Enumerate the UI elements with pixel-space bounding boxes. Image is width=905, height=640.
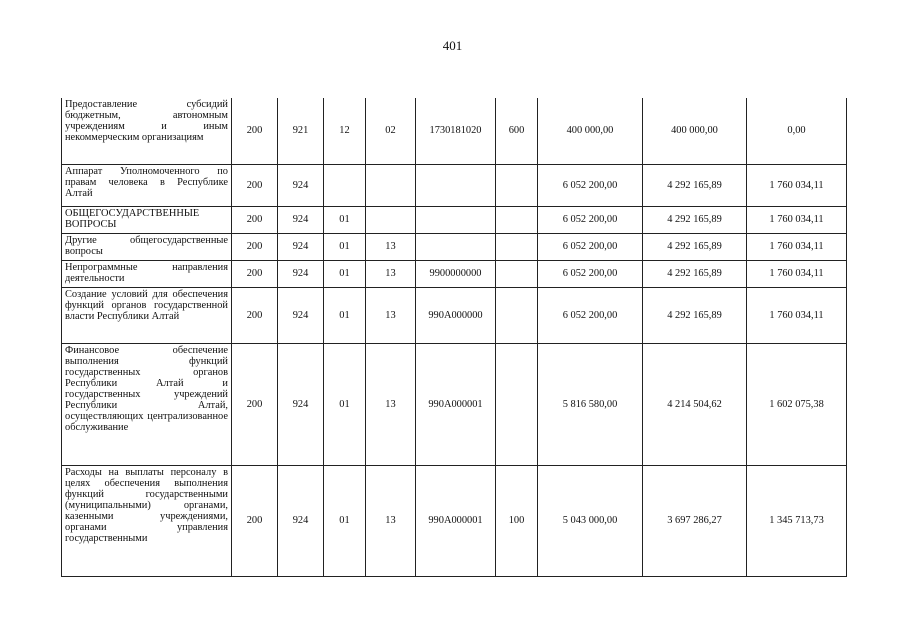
row-subsection-code: 02	[366, 98, 416, 164]
table-row	[62, 98, 847, 164]
row-admin-code: 200	[232, 98, 278, 164]
row-target-article: 990А000001	[416, 465, 496, 576]
row-sum-executed: 4 292 165,89	[643, 233, 747, 260]
row-admin-code: 200	[232, 164, 278, 206]
row-section-code: 01	[324, 343, 366, 465]
row-sum-remaining: 1 760 034,11	[747, 287, 847, 343]
row-subsection-code: 13	[366, 260, 416, 287]
row-section-code: 12	[324, 98, 366, 164]
row-sum-planned: 6 052 200,00	[538, 233, 643, 260]
row-admin-code: 200	[232, 287, 278, 343]
row-subsection-code: 13	[366, 287, 416, 343]
row-sum-remaining: 1 345 713,73	[747, 465, 847, 576]
row-name: Создание условий для обеспечения функций органов государственной власти Республики Алтай	[62, 287, 232, 343]
row-target-article	[416, 206, 496, 233]
row-grbs-code: 924	[278, 260, 324, 287]
row-admin-code: 200	[232, 206, 278, 233]
row-sum-planned: 6 052 200,00	[538, 164, 643, 206]
row-section-code	[324, 164, 366, 206]
row-expense-type	[496, 233, 538, 260]
row-grbs-code: 924	[278, 206, 324, 233]
row-target-article: 990А000001	[416, 343, 496, 465]
row-sum-planned: 6 052 200,00	[538, 287, 643, 343]
table-row	[62, 287, 847, 343]
row-subsection-code	[366, 206, 416, 233]
row-sum-remaining: 1 760 034,11	[747, 233, 847, 260]
row-sum-planned: 5 816 580,00	[538, 343, 643, 465]
row-sum-remaining: 1 602 075,38	[747, 343, 847, 465]
row-sum-executed: 4 292 165,89	[643, 206, 747, 233]
row-name: Расходы на выплаты персоналу в целях обеспечения выполнения функций государственными (муниципальными) органами, казенными учреждениями, органами управления государственными	[62, 465, 232, 576]
row-name: ОБЩЕГОСУДАРСТВЕННЫЕ ВОПРОСЫ	[62, 206, 232, 233]
table-row	[62, 260, 847, 287]
row-subsection-code	[366, 164, 416, 206]
row-name: Непрограммные направления деятельности	[62, 260, 232, 287]
row-expense-type: 100	[496, 465, 538, 576]
budget-table	[61, 98, 847, 577]
row-sum-executed: 3 697 286,27	[643, 465, 747, 576]
row-expense-type	[496, 343, 538, 465]
row-sum-executed: 4 292 165,89	[643, 260, 747, 287]
row-sum-planned: 5 043 000,00	[538, 465, 643, 576]
row-expense-type	[496, 164, 538, 206]
page-number: 401	[442, 38, 463, 53]
row-sum-executed: 4 214 504,62	[643, 343, 747, 465]
row-target-article	[416, 164, 496, 206]
row-sum-remaining: 1 760 034,11	[747, 164, 847, 206]
row-section-code: 01	[324, 206, 366, 233]
row-grbs-code: 924	[278, 343, 324, 465]
row-sum-remaining: 0,00	[747, 98, 847, 164]
row-sum-planned: 6 052 200,00	[538, 206, 643, 233]
row-admin-code: 200	[232, 233, 278, 260]
row-section-code: 01	[324, 287, 366, 343]
row-sum-executed: 4 292 165,89	[643, 164, 747, 206]
row-grbs-code: 924	[278, 287, 324, 343]
row-sum-executed: 4 292 165,89	[643, 287, 747, 343]
row-target-article: 1730181020	[416, 98, 496, 164]
table-row	[62, 465, 847, 576]
row-admin-code: 200	[232, 260, 278, 287]
row-expense-type	[496, 287, 538, 343]
table-row	[62, 233, 847, 260]
row-name: Аппарат Уполномоченного по правам человека в Республике Алтай	[62, 164, 232, 206]
row-section-code: 01	[324, 260, 366, 287]
row-grbs-code: 921	[278, 98, 324, 164]
table-row	[62, 164, 847, 206]
row-sum-planned: 400 000,00	[538, 98, 643, 164]
row-expense-type: 600	[496, 98, 538, 164]
row-section-code: 01	[324, 233, 366, 260]
row-grbs-code: 924	[278, 465, 324, 576]
row-grbs-code: 924	[278, 164, 324, 206]
row-subsection-code: 13	[366, 233, 416, 260]
row-target-article: 9900000000	[416, 260, 496, 287]
table-row	[62, 343, 847, 465]
row-sum-planned: 6 052 200,00	[538, 260, 643, 287]
row-sum-executed: 400 000,00	[643, 98, 747, 164]
row-sum-remaining: 1 760 034,11	[747, 206, 847, 233]
row-section-code: 01	[324, 465, 366, 576]
row-subsection-code: 13	[366, 465, 416, 576]
row-grbs-code: 924	[278, 233, 324, 260]
row-name: Финансовое обеспечение выполнения функций государственных органов Республики Алтай и государственных учреждений Республики Алтай, осуществляющих централизованное обслуживание	[62, 343, 232, 465]
row-target-article	[416, 233, 496, 260]
row-admin-code: 200	[232, 465, 278, 576]
row-name: Предоставление субсидий бюджетным, автономным учреждениям и иным некоммерческим организациям	[62, 98, 232, 164]
row-expense-type	[496, 206, 538, 233]
row-name: Другие общегосударственные вопросы	[62, 233, 232, 260]
table-row	[62, 206, 847, 233]
row-target-article: 990А000000	[416, 287, 496, 343]
row-expense-type	[496, 260, 538, 287]
row-admin-code: 200	[232, 343, 278, 465]
row-sum-remaining: 1 760 034,11	[747, 260, 847, 287]
row-subsection-code: 13	[366, 343, 416, 465]
